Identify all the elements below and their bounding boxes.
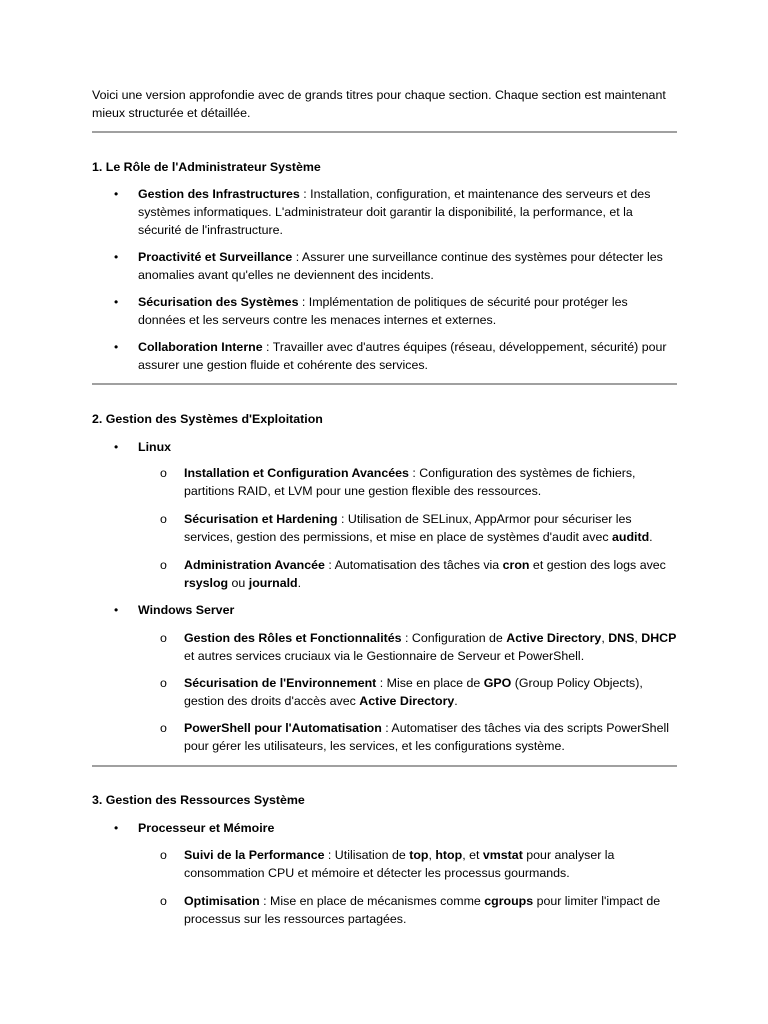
horizontal-rule (92, 765, 677, 767)
sub-list-item (184, 464, 678, 500)
list-item-linux (138, 438, 678, 456)
item-label: PowerShell pour l'Automatisation (184, 721, 382, 735)
item-label: Collaboration Interne (138, 340, 263, 354)
item-emphasis: Active Directory (359, 694, 455, 708)
item-text: : Implémentation de politiques de sécurité pour protéger les données et les serveurs contre les menaces internes et externes. (138, 295, 628, 327)
bullet-icon: • (114, 603, 119, 617)
item-text: : Installation, configuration, et maintenance des serveurs et des systèmes informatiques. L'administrateur doit garantir la disponibilité, la performance, et la sécurité de l'infrastructure. (138, 187, 651, 237)
item-text: et autres services cruciaux via le Gestionnaire de Serveur et PowerShell. (184, 649, 585, 663)
list-item (138, 338, 678, 374)
sub-bullet-icon: o (160, 848, 167, 862)
item-label: Installation et Configuration Avancées (184, 466, 409, 480)
list-item (138, 293, 678, 329)
item-emphasis: top (409, 848, 429, 862)
list-item (138, 185, 678, 239)
sub-bullet-icon: o (160, 512, 167, 526)
list-item-cpu (138, 819, 678, 837)
sub-list-item (184, 719, 678, 755)
item-text: et gestion des logs avec (529, 558, 666, 572)
item-emphasis: cgroups (484, 894, 534, 908)
item-label: Proactivité et Surveillance (138, 250, 293, 264)
section-2-heading: 2. Gestion des Systèmes d'Exploitation (92, 412, 323, 426)
item-text: . (454, 694, 458, 708)
sub-list-item (184, 510, 678, 546)
horizontal-rule (92, 383, 677, 385)
item-label: Suivi de la Performance (184, 848, 325, 862)
item-emphasis: auditd (611, 530, 650, 544)
bullet-icon: • (114, 187, 119, 201)
item-emphasis: cron (502, 558, 530, 572)
bullet-icon: • (114, 250, 119, 264)
item-label: Sécurisation de l'Environnement (184, 676, 377, 690)
sub-list-item (184, 629, 678, 665)
item-text: pour analyser la consommation CPU et mémoire et détecter les processus gourmands. (184, 848, 615, 880)
bullet-icon: • (114, 821, 119, 835)
item-label: Windows Server (138, 603, 235, 617)
item-text: , (428, 848, 436, 862)
item-text: , (601, 631, 609, 645)
item-text: : Mise en place de (376, 676, 484, 690)
item-text: : Utilisation de SELinux, AppArmor pour sécuriser les services, gestion des permissions, et mise en place de systèmes d'audit avec (184, 512, 632, 544)
item-text: : Configuration de (401, 631, 507, 645)
sub-bullet-icon: o (160, 894, 167, 908)
sub-bullet-icon: o (160, 466, 167, 480)
item-text: : Mise en place de mécanismes comme (259, 894, 485, 908)
item-emphasis: rsyslog (184, 576, 229, 590)
item-text: , et (462, 848, 483, 862)
item-emphasis: DHCP (641, 631, 677, 645)
item-text: : Travailler avec d'autres équipes (réseau, développement, sécurité) pour assurer une gestion fluide et cohérente des services. (138, 340, 667, 372)
item-text: (Group Policy Objects), gestion des droits d'accès avec (184, 676, 643, 708)
item-label: Gestion des Infrastructures (138, 187, 300, 201)
sub-bullet-icon: o (160, 721, 167, 735)
item-text: : Utilisation de (324, 848, 410, 862)
item-emphasis: DNS (608, 631, 635, 645)
item-text: pour limiter l'impact de processus sur les ressources partagées. (184, 894, 661, 926)
item-label: Linux (138, 440, 172, 454)
sub-list-item (184, 674, 678, 710)
item-emphasis: Active Directory (506, 631, 602, 645)
item-text: : Automatiser des tâches via des scripts PowerShell pour gérer les utilisateurs, les services, et les configurations système. (184, 721, 669, 753)
bullet-icon: • (114, 295, 119, 309)
item-label: Sécurisation et Hardening (184, 512, 338, 526)
item-label: Processeur et Mémoire (138, 821, 275, 835)
item-text: . (297, 576, 302, 590)
bullet-icon: • (114, 440, 119, 454)
item-text: , (634, 631, 642, 645)
sub-bullet-icon: o (160, 558, 167, 572)
sub-list-item (184, 846, 678, 882)
item-emphasis: journald (248, 576, 298, 590)
item-emphasis: vmstat (482, 848, 523, 862)
section-3-heading: 3. Gestion des Ressources Système (92, 793, 305, 807)
item-label: Optimisation (184, 894, 260, 908)
item-emphasis: htop (435, 848, 463, 862)
item-label: Sécurisation des Systèmes (138, 295, 299, 309)
sub-list-item (184, 892, 678, 928)
sub-bullet-icon: o (160, 676, 167, 690)
intro-paragraph: Voici une version approfondie avec de grands titres pour chaque section. Chaque section est maintenant mieux structurée et détaillée. (92, 88, 666, 120)
section-1-heading: 1. Le Rôle de l'Administrateur Système (92, 160, 321, 174)
item-text: . (649, 530, 653, 544)
sub-list-item (184, 556, 678, 592)
item-text: : Automatisation des tâches via (324, 558, 503, 572)
item-emphasis: GPO (483, 676, 512, 690)
item-text: : Configuration des systèmes de fichiers, partitions RAID, et LVM pour une gestion flexible des ressources. (184, 466, 636, 498)
item-label: Administration Avancée (184, 558, 325, 572)
list-item (138, 248, 678, 284)
item-text: ou (228, 576, 249, 590)
item-text: : Assurer une surveillance continue des systèmes pour détecter les anomalies avant qu'elles ne deviennent des incidents. (138, 250, 663, 282)
bullet-icon: • (114, 340, 119, 354)
item-label: Gestion des Rôles et Fonctionnalités (184, 631, 402, 645)
list-item-windows (138, 601, 678, 619)
horizontal-rule (92, 131, 677, 133)
sub-bullet-icon: o (160, 631, 167, 645)
